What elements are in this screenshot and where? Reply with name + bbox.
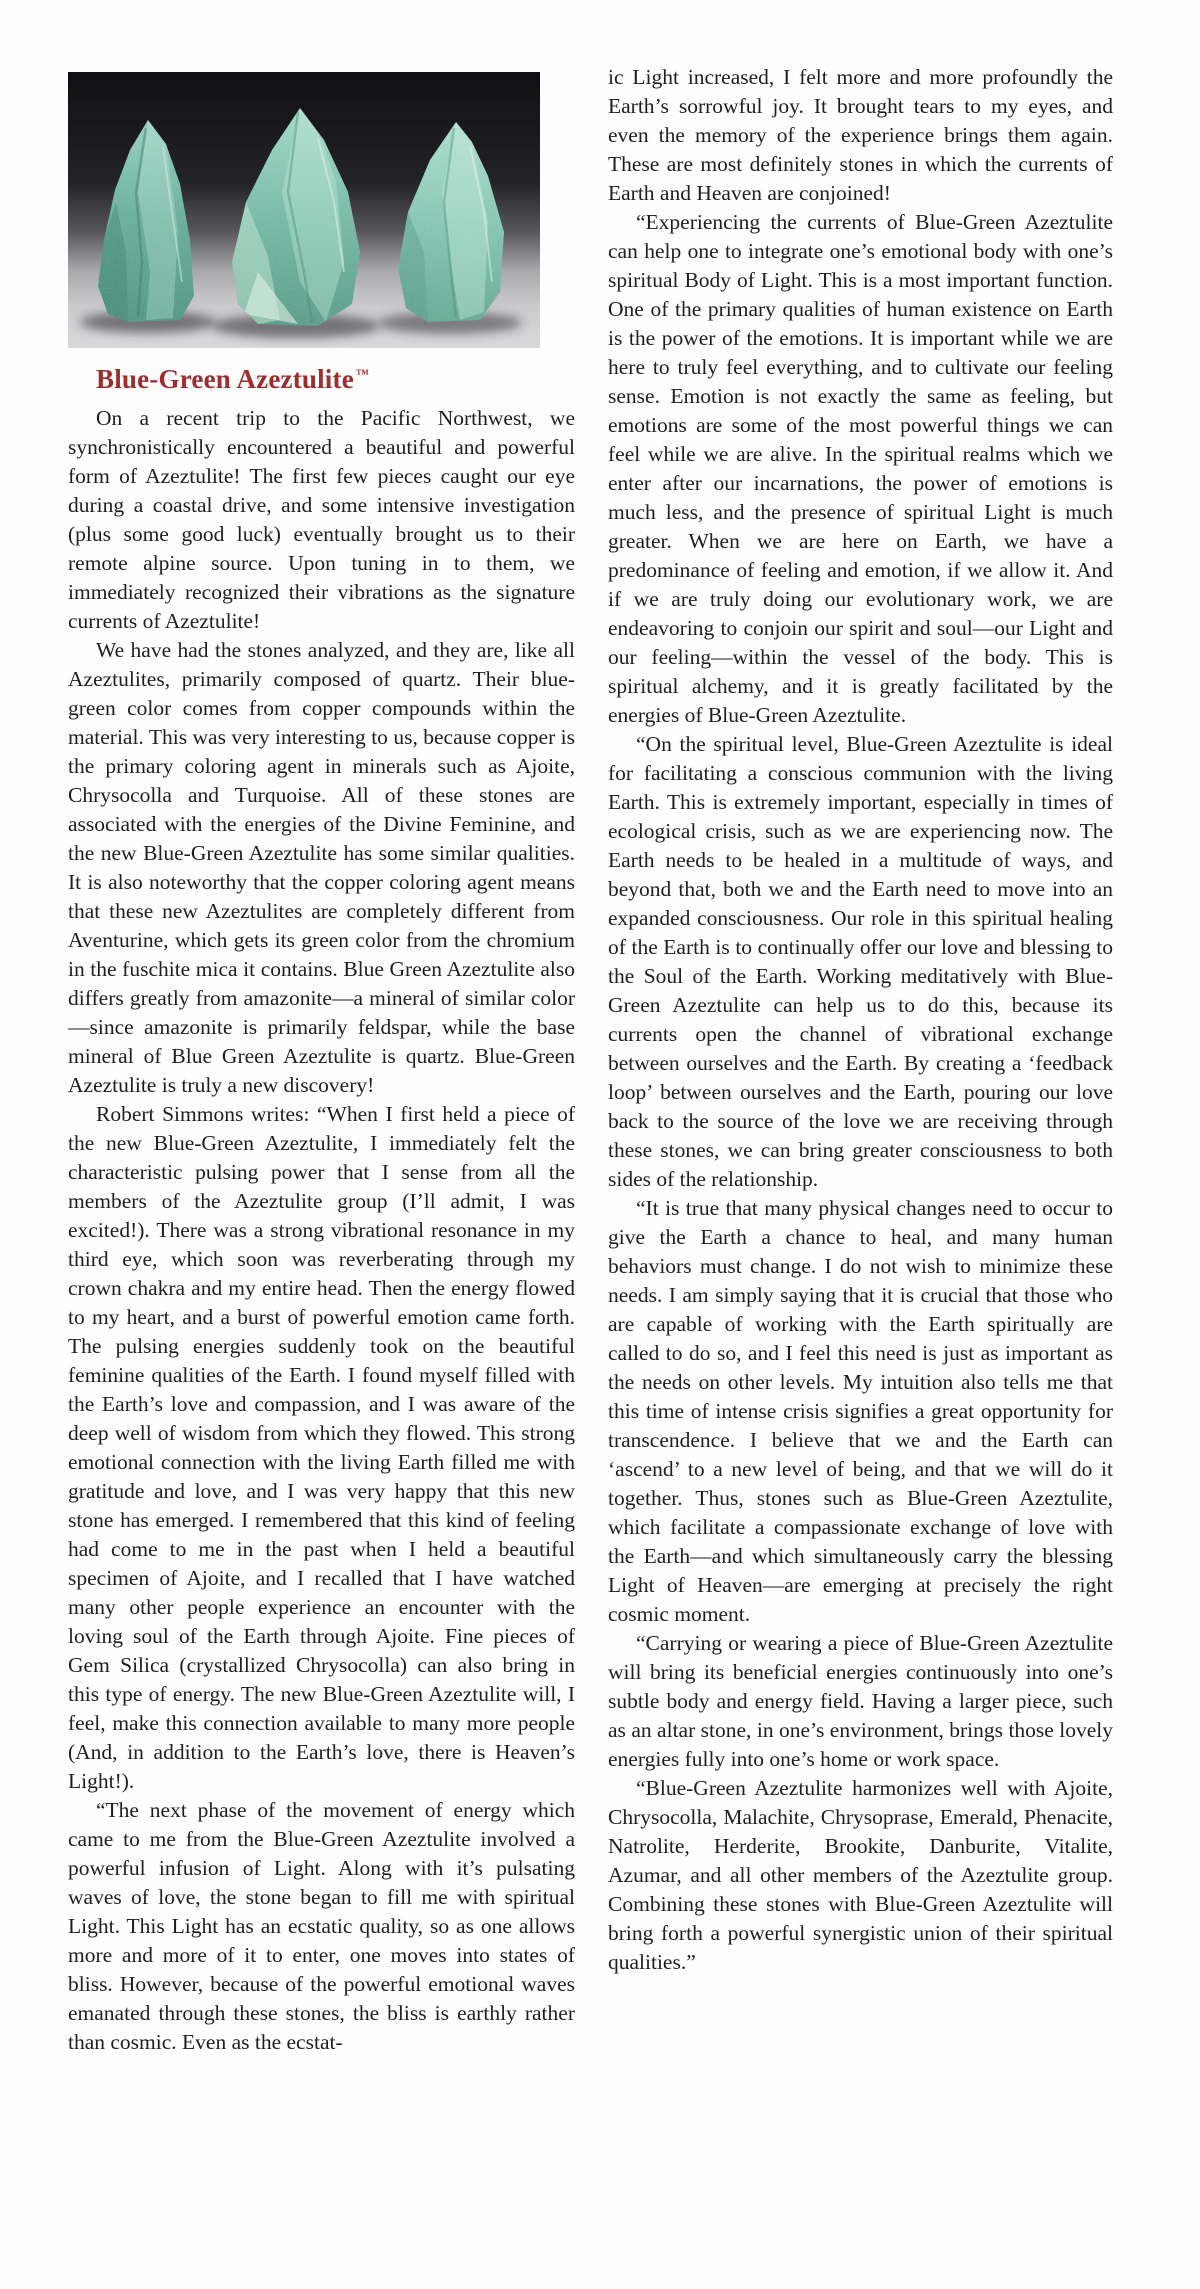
stones-photo [68, 72, 540, 348]
paragraph-analysis: We have had the stones analyzed, and they are, like all Azeztulites, primarily composed of quartz. Their blue-green color comes from copper compounds within the material. This was very interesting to us, because copper is the primary coloring agent in minerals such as Ajoite, Chrysocolla and Turquoise. All of these stones are associated with the energies of the Divine Feminine, and the new Blue-Green Azeztulite has some similar qualities. It is also noteworthy that the copper coloring agent means that these new Azeztulites are completely different from Aventurine, which gets its green color from the chromium in the fuschite mica it contains. Blue Green Azeztulite also differs greatly from amazonite—a mineral of similar color—since amazonite is primarily feldspar, while the base mineral of Blue Green Azeztulite is quartz. Blue-Green Azeztulite is truly a new discovery! [68, 638, 575, 1097]
trademark-symbol: ™ [355, 366, 370, 381]
stones-photo-illustration [68, 72, 540, 348]
paragraph-physical-changes: “It is true that many physical changes need to occur to give the Earth a chance to heal, and many human behaviors must change. I do not wish to minimize these needs. I am simply saying that it is crucial that those who are capable of working with the Earth spiritually are called to do so, and I feel this need is just as important as the needs on other levels. My intuition also tells me that this time of intense crisis signifies a great opportunity for transcendence. I believe that we and the Earth can ‘ascend’ to a new level of being, and that we will do it together. Thus, stones such as Blue-Green Azeztulite, which facilitate a compassionate exchange of love with the Earth—and which simultaneously carry the blessing Light of Heaven—are emerging at precisely the right cosmic moment. [608, 1196, 1113, 1626]
right-column [608, 63, 1113, 2289]
paragraph-light-infusion: “The next phase of the movement of energy which came to me from the Blue-Green Azeztulite involved a powerful infusion of Light. Along with it’s pulsating waves of love, the stone began to fill me with spiritual Light. This Light has an ecstatic quality, so as one allows more and more of it to enter, one moves into states of bliss. However, because of the powerful emotional waves emanated through these stones, the bliss is earthly rather than cosmic. Even as the ecstat- [68, 1798, 575, 2054]
paragraph-intro: On a recent trip to the Pacific Northwest, we synchronistically encountered a beautiful and powerful form of Azeztulite! The first few pieces caught our eye during a coastal drive, and some intensive investigation (plus some good luck) eventually brought us to their remote alpine source. Upon tuning in to them, we immediately recognized their vibrations as the signature currents of Azeztulite! [68, 406, 575, 633]
left-column [68, 72, 575, 2272]
paragraph-harmonizes: “Blue-Green Azeztulite harmonizes well with Ajoite, Chrysocolla, Malachite, Chrysoprase, Emerald, Phenacite, Natrolite, Herderite, Brookite, Danburite, Vitalite, Azumar, and all other members of the Azeztulite group. Combining these stones with Blue-Green Azeztulite will bring forth a powerful synergistic union of their spiritual qualities.” [608, 1776, 1113, 1974]
paragraph-emotional-body: “Experiencing the currents of Blue-Green Azeztulite can help one to integrate one’s emotional body with one’s spiritual Body of Light. This is a most important function. One of the primary qualities of human existence on Earth is the power of the emotions. It is important while we are here to truly feel everything, and to cultivate our feeling sense. Emotion is not exactly the same as feeling, but emotions are some of the most powerful things we can feel while we are alive. In the spiritual realms which we enter after our incarnations, the power of emotions is much less, and the presence of spiritual Light is much greater. When we are here on Earth, we have a predominance of feeling and emotion, if we allow it. And if we are truly doing our evolutionary work, we are endeavoring to conjoin our spirit and soul—our Light and our feeling—within the vessel of the body. This is spiritual alchemy, and it is greatly facilitated by the energies of Blue-Green Azeztulite. [608, 210, 1113, 727]
paragraph-spiritual-level: “On the spiritual level, Blue-Green Azeztulite is ideal for facilitating a conscious communion with the living Earth. This is extremely important, especially in times of ecological crisis, such as we are experiencing now. The Earth needs to be healed in a multitude of ways, and beyond that, both we and the Earth need to move into an expanded consciousness. Our role in this spiritual healing of the Earth is to continually offer our love and blessing to the Soul of the Earth. Working meditatively with Blue-Green Azeztulite can help us to do this, because its currents open the channel of vibrational exchange between ourselves and the Earth. By creating a ‘feedback loop’ between ourselves and the Earth, pouring our love back to the source of the love we are receiving through these stones, we can bring greater consciousness to both sides of the relationship. [608, 732, 1113, 1191]
paragraph-carrying-wearing: “Carrying or wearing a piece of Blue-Green Azeztulite will bring its beneficial energies continuously into one’s subtle body and energy field. Having a larger piece, such as an altar stone, in one’s environment, brings those lovely energies fully into one’s home or work space. [608, 1631, 1113, 1771]
section-heading [96, 364, 575, 395]
paragraph-simmons-quote: Robert Simmons writes: “When I first held a piece of the new Blue-Green Azeztulite, I immediately felt the characteristic pulsing power that I sense from all the members of the Azeztulite group (I’ll admit, I was excited!). There was a strong vibrational resonance in my third eye, which soon was reverberating through my crown chakra and my entire head. Then the energy flowed to my heart, and a burst of powerful emotion came forth. The pulsing energies suddenly took on the beautiful feminine qualities of the Earth. I found myself filled with the Earth’s love and compassion, and I was aware of the deep well of wisdom from which they flowed. This strong emotional connection with the living Earth filled me with gratitude and love, and I was very happy that this new stone has emerged. I remembered that this kind of feeling had come to me in the past when I held a beautiful specimen of Ajoite, and I recalled that I have watched many other people experience an encounter with the loving soul of the Earth through Ajoite. Fine pieces of Gem Silica (crystallized Chrysocolla) can also bring in this type of energy. The new Blue-Green Azeztulite will, I feel, make this connection available to many more people (And, in addition to the Earth’s love, there is Heaven’s Light!). [68, 1102, 575, 1793]
heading-text: Blue-Green Azeztulite [96, 364, 354, 394]
paragraph-light-infusion-continued: ic Light increased, I felt more and more profoundly the Earth’s sorrowful joy. It brought tears to my eyes, and even the memory of the experience brings them again. These are most definitely stones in which the currents of Earth and Heaven are conjoined! [608, 65, 1113, 205]
